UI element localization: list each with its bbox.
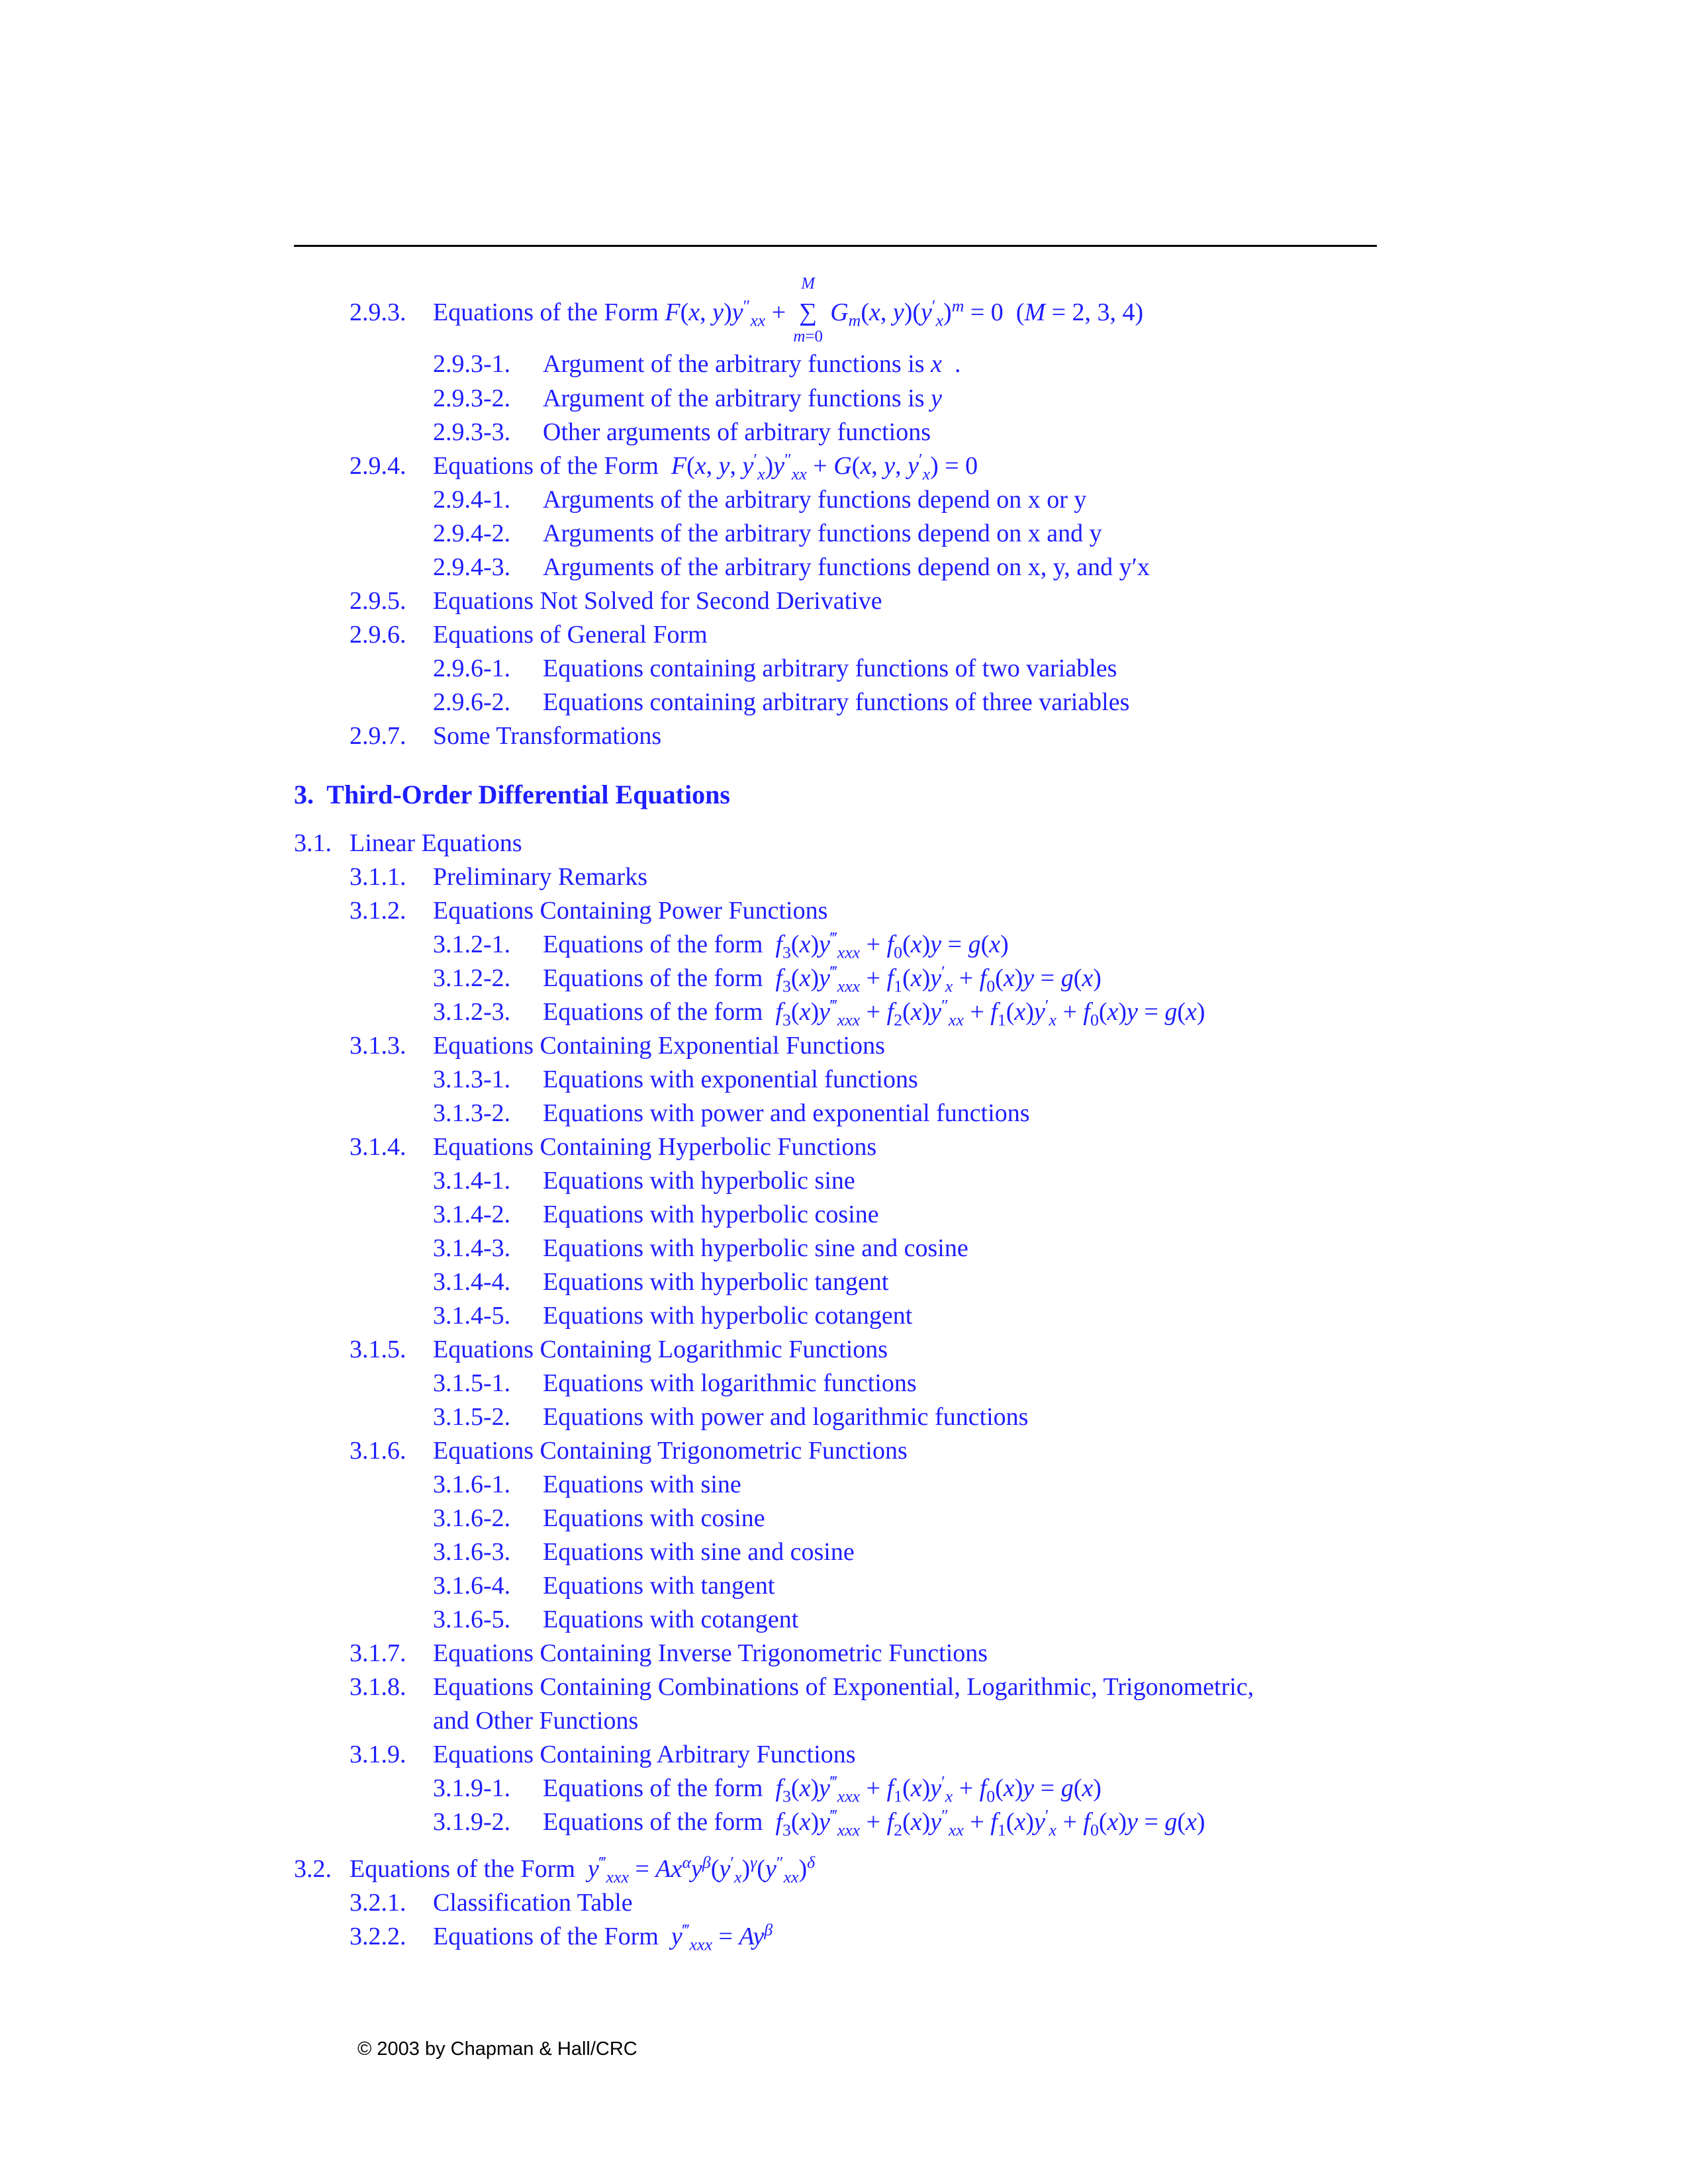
section-number: 3.1.2-2.	[433, 964, 511, 992]
section-number: 3.1.9.	[350, 1741, 406, 1768]
section-number: 3.1.4-2.	[433, 1201, 511, 1228]
section-number: 3.1.2-1.	[433, 931, 511, 958]
section-title: Arguments of the arbitrary functions depend on x or y	[543, 486, 1087, 514]
copyright-footer: © 2003 by Chapman & Hall/CRC	[357, 2038, 637, 2060]
section-number: 2.9.4-3.	[433, 553, 511, 581]
section-number: 3.1.5.	[350, 1336, 406, 1363]
chapter-number: 3.	[294, 780, 314, 809]
section-number: 2.9.4-1.	[433, 486, 511, 514]
section-title: Equations of the Form $y^‴_{xxx} = Ay^\beta$	[433, 1920, 773, 1954]
section-title: Equations of the form $f_3(x)y^‴_{xxx} + f_1(x)y'_x + f_0(x)y = g(x)$	[543, 1772, 1102, 1806]
section-title: Equations with exponential functions	[543, 1066, 918, 1093]
section-title: Equations with logarithmic functions	[543, 1369, 917, 1397]
section-number: 3.1.1.	[350, 863, 406, 891]
section-number: 3.1.6-2.	[433, 1504, 511, 1532]
section-title: Equations with tangent	[543, 1572, 775, 1600]
section-title: Equations with power and exponential functions	[543, 1099, 1030, 1127]
section-number: 3.1.6-1.	[433, 1471, 511, 1498]
section-number: 2.9.3.	[350, 298, 406, 326]
section-number: 2.9.4.	[350, 452, 406, 480]
section-title: Equations Containing Arbitrary Functions	[433, 1741, 856, 1768]
section-number: 2.9.3-3.	[433, 418, 511, 446]
section-number: 3.1.2-3.	[433, 998, 511, 1026]
header-rule	[294, 245, 1377, 247]
chapter-title: Third-Order Differential Equations	[326, 780, 730, 809]
section-title: Equations Containing Exponential Functions	[433, 1032, 885, 1060]
section-number: 3.1.6-5.	[433, 1606, 511, 1633]
section-number: 2.9.6.	[350, 621, 406, 649]
section-title: Equations Containing Inverse Trigonometric Functions	[433, 1639, 988, 1667]
section-title: Equations with sine and cosine	[543, 1538, 855, 1566]
section-title: Argument of the arbitrary functions is y	[543, 385, 942, 412]
section-title: Equations Containing Hyperbolic Functions	[433, 1133, 877, 1161]
section-number: 3.1.	[294, 829, 332, 857]
section-number: 2.9.7.	[350, 722, 406, 750]
section-number: 3.1.7.	[350, 1639, 406, 1667]
section-number: 3.1.9-1.	[433, 1774, 511, 1802]
section-number: 3.2.	[294, 1855, 332, 1883]
section-title: Equations with hyperbolic tangent	[543, 1268, 889, 1296]
summation-symbol: M ∑ m=0	[793, 275, 823, 345]
section-title: Equations containing arbitrary functions of three variables	[543, 688, 1130, 716]
section-title-continuation: and Other Functions	[433, 1707, 639, 1735]
section-number: 3.1.4.	[350, 1133, 406, 1161]
section-title: Equations of the form $f_3(x)y^‴_{xxx} + f_2(x)y''_{xx} + f_1(x)y'_x + f_0(x)y = g(x)$	[543, 995, 1205, 1030]
section-title: Equations of the Form $y^‴_{xxx} = Ax^\alpha y^\beta(y'_x)^\gamma(y''_{xx})^\delta$	[350, 1852, 816, 1887]
section-title: Equations containing arbitrary functions of two variables	[543, 655, 1117, 682]
section-title: Equations of the form $f_3(x)y^‴_{xxx} + f_0(x)y = g(x)$	[543, 928, 1009, 962]
section-title: Equations Containing Combinations of Exponential, Logarithmic, Trigonometric,	[433, 1673, 1254, 1701]
section-title: Equations Containing Logarithmic Functions	[433, 1336, 888, 1363]
section-number: 3.1.6-3.	[433, 1538, 511, 1566]
section-number: 3.1.2.	[350, 897, 406, 925]
section-title: Equations with hyperbolic sine and cosine	[543, 1234, 968, 1262]
section-number: 3.1.4-5.	[433, 1302, 511, 1330]
section-title: Equations with cosine	[543, 1504, 765, 1532]
section-number: 3.1.4-3.	[433, 1234, 511, 1262]
section-number: 2.9.6-2.	[433, 688, 511, 716]
section-title: Equations with hyperbolic cotangent	[543, 1302, 913, 1330]
section-number: 3.1.3.	[350, 1032, 406, 1060]
section-title: Preliminary Remarks	[433, 863, 647, 891]
section-title: Arguments of the arbitrary functions depend on x, y, and y′x	[543, 553, 1150, 581]
section-title: Some Transformations	[433, 722, 662, 750]
section-title: Equations of the form $f_3(x)y^‴_{xxx} + f_2(x)y''_{xx} + f_1(x)y'_x + f_0(x)y = g(x)$	[543, 1805, 1205, 1840]
section-title: Classification Table	[433, 1889, 633, 1917]
section-title: Equations of General Form	[433, 621, 708, 649]
section-title: Equations Containing Trigonometric Functions	[433, 1437, 908, 1465]
section-title: Equations of the Form F(x, $y)y''_{xx}$ + M ∑ m=0 $G_m(x$, $y)(y'_x)^m = 0$ (M = 2, 3, 4)	[433, 275, 1144, 345]
section-number: 2.9.6-1.	[433, 655, 511, 682]
section-title: Equations Containing Power Functions	[433, 897, 828, 925]
section-title: Equations of the Form F(x, y, $y'_x)y''_{xx} + G(x$, y, $y'_x) = 0$	[433, 449, 978, 484]
section-title: Equations Not Solved for Second Derivative	[433, 587, 882, 615]
section-number: 3.1.3-1.	[433, 1066, 511, 1093]
section-number: 3.1.8.	[350, 1673, 406, 1701]
section-number: 2.9.4-2.	[433, 520, 511, 547]
section-number: 2.9.5.	[350, 587, 406, 615]
section-number: 3.1.5-2.	[433, 1403, 511, 1431]
section-title: Other arguments of arbitrary functions	[543, 418, 931, 446]
section-number: 2.9.3-1.	[433, 350, 511, 378]
section-number: 3.1.3-2.	[433, 1099, 511, 1127]
section-title: Equations with hyperbolic cosine	[543, 1201, 879, 1228]
section-title: Equations with power and logarithmic functions	[543, 1403, 1029, 1431]
section-number: 3.1.4-1.	[433, 1167, 511, 1195]
section-number: 3.1.6.	[350, 1437, 406, 1465]
section-number: 3.2.2.	[350, 1923, 406, 1950]
section-number: 2.9.3-2.	[433, 385, 511, 412]
section-title: Argument of the arbitrary functions is x .	[543, 350, 961, 378]
section-title: Linear Equations	[350, 829, 522, 857]
chapter-heading[interactable]	[294, 780, 730, 810]
section-title: Equations with hyperbolic sine	[543, 1167, 855, 1195]
section-title: Equations with sine	[543, 1471, 741, 1498]
section-title: Arguments of the arbitrary functions depend on x and y	[543, 520, 1102, 547]
section-number: 3.1.6-4.	[433, 1572, 511, 1600]
section-number: 3.2.1.	[350, 1889, 406, 1917]
section-number: 3.1.9-2.	[433, 1808, 511, 1836]
section-number: 3.1.5-1.	[433, 1369, 511, 1397]
section-title: Equations of the form $f_3(x)y^‴_{xxx} + f_1(x)y'_x + f_0(x)y = g(x)$	[543, 962, 1102, 996]
section-number: 3.1.4-4.	[433, 1268, 511, 1296]
section-title: Equations with cotangent	[543, 1606, 799, 1633]
